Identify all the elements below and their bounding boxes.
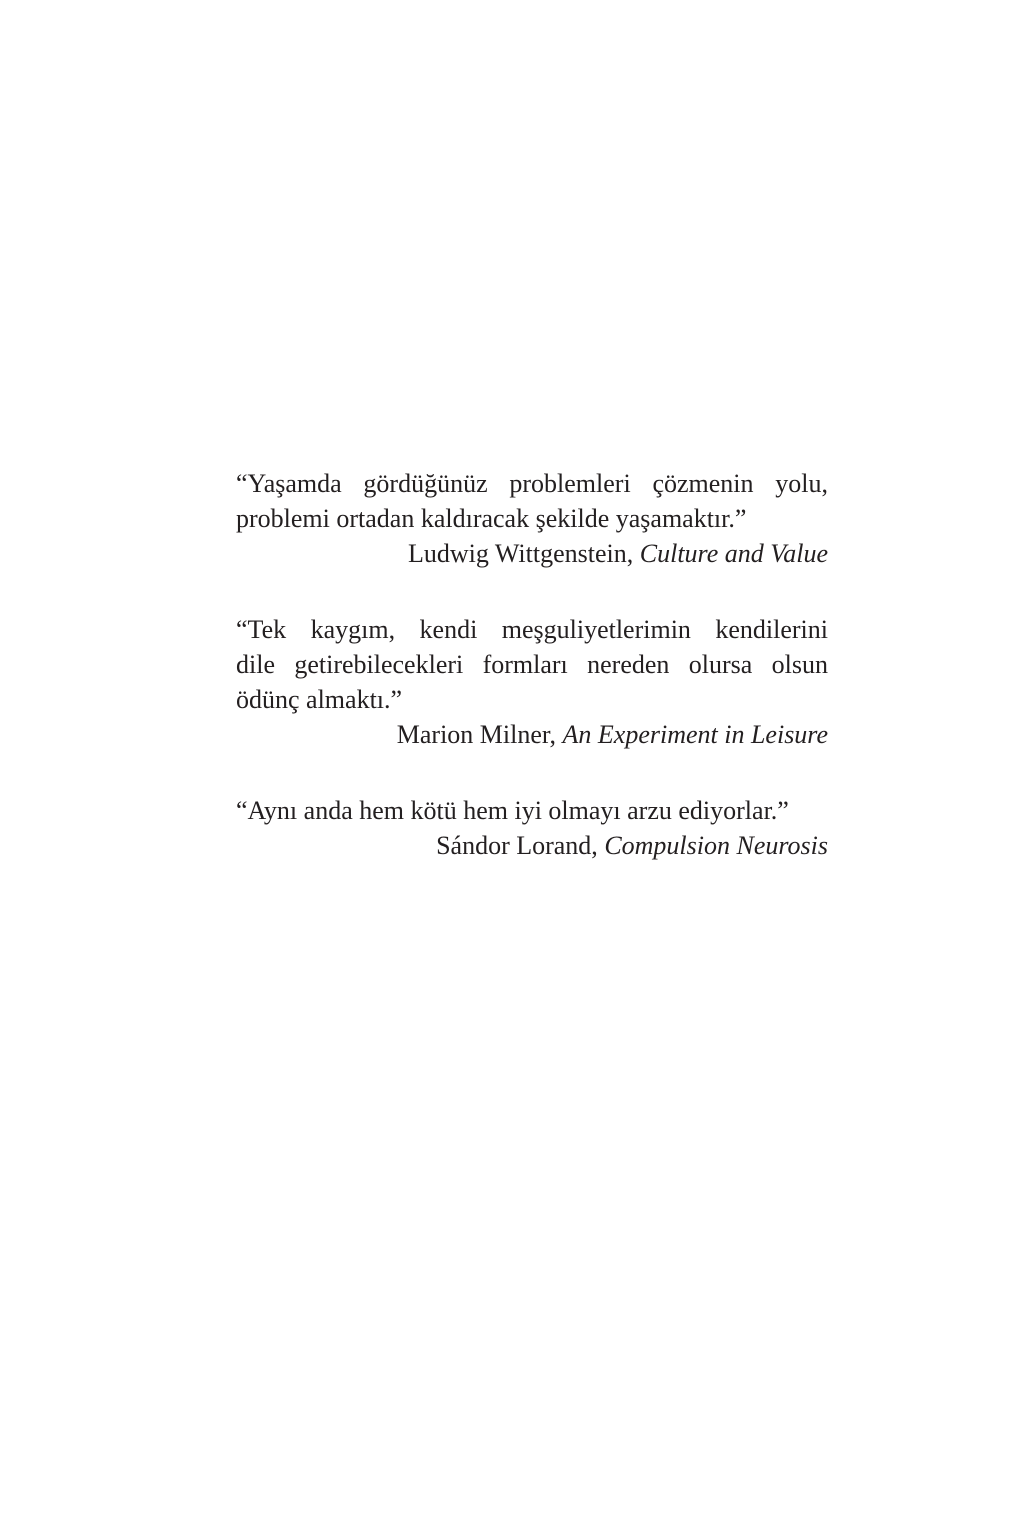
attribution xyxy=(236,536,828,571)
attribution-author: Ludwig Wittgenstein, xyxy=(408,539,640,568)
epigraph-lorand xyxy=(236,793,828,863)
attribution-work-title: Culture and Value xyxy=(639,539,828,568)
attribution-work-title: Compulsion Neurosis xyxy=(604,831,828,860)
attribution xyxy=(236,828,828,863)
attribution-work-title: An Experiment in Leisure xyxy=(562,720,828,749)
attribution-author: Marion Milner, xyxy=(396,720,563,749)
attribution xyxy=(236,717,828,752)
epigraph-wittgenstein xyxy=(236,466,828,571)
quote-line: dile getirebilecekleri formları nereden olursa olsun xyxy=(236,650,828,679)
quote-line: “Yaşamda gördüğünüz problemleri çözmenin yolu, xyxy=(236,469,828,498)
epigraph-milner xyxy=(236,612,828,752)
quote-line: ödünç almaktı.” xyxy=(236,685,403,714)
attribution-author: Sándor Lorand, xyxy=(436,831,605,860)
epigraph-section xyxy=(236,466,828,863)
quote-line: “Aynı anda hem kötü hem iyi olmayı arzu ediyorlar.” xyxy=(236,796,789,825)
quote-line: problemi ortadan kaldıracak şekilde yaşamaktır.” xyxy=(236,504,747,533)
quote-line: “Tek kaygım, kendi meşguliyetlerimin kendilerini xyxy=(236,615,828,644)
